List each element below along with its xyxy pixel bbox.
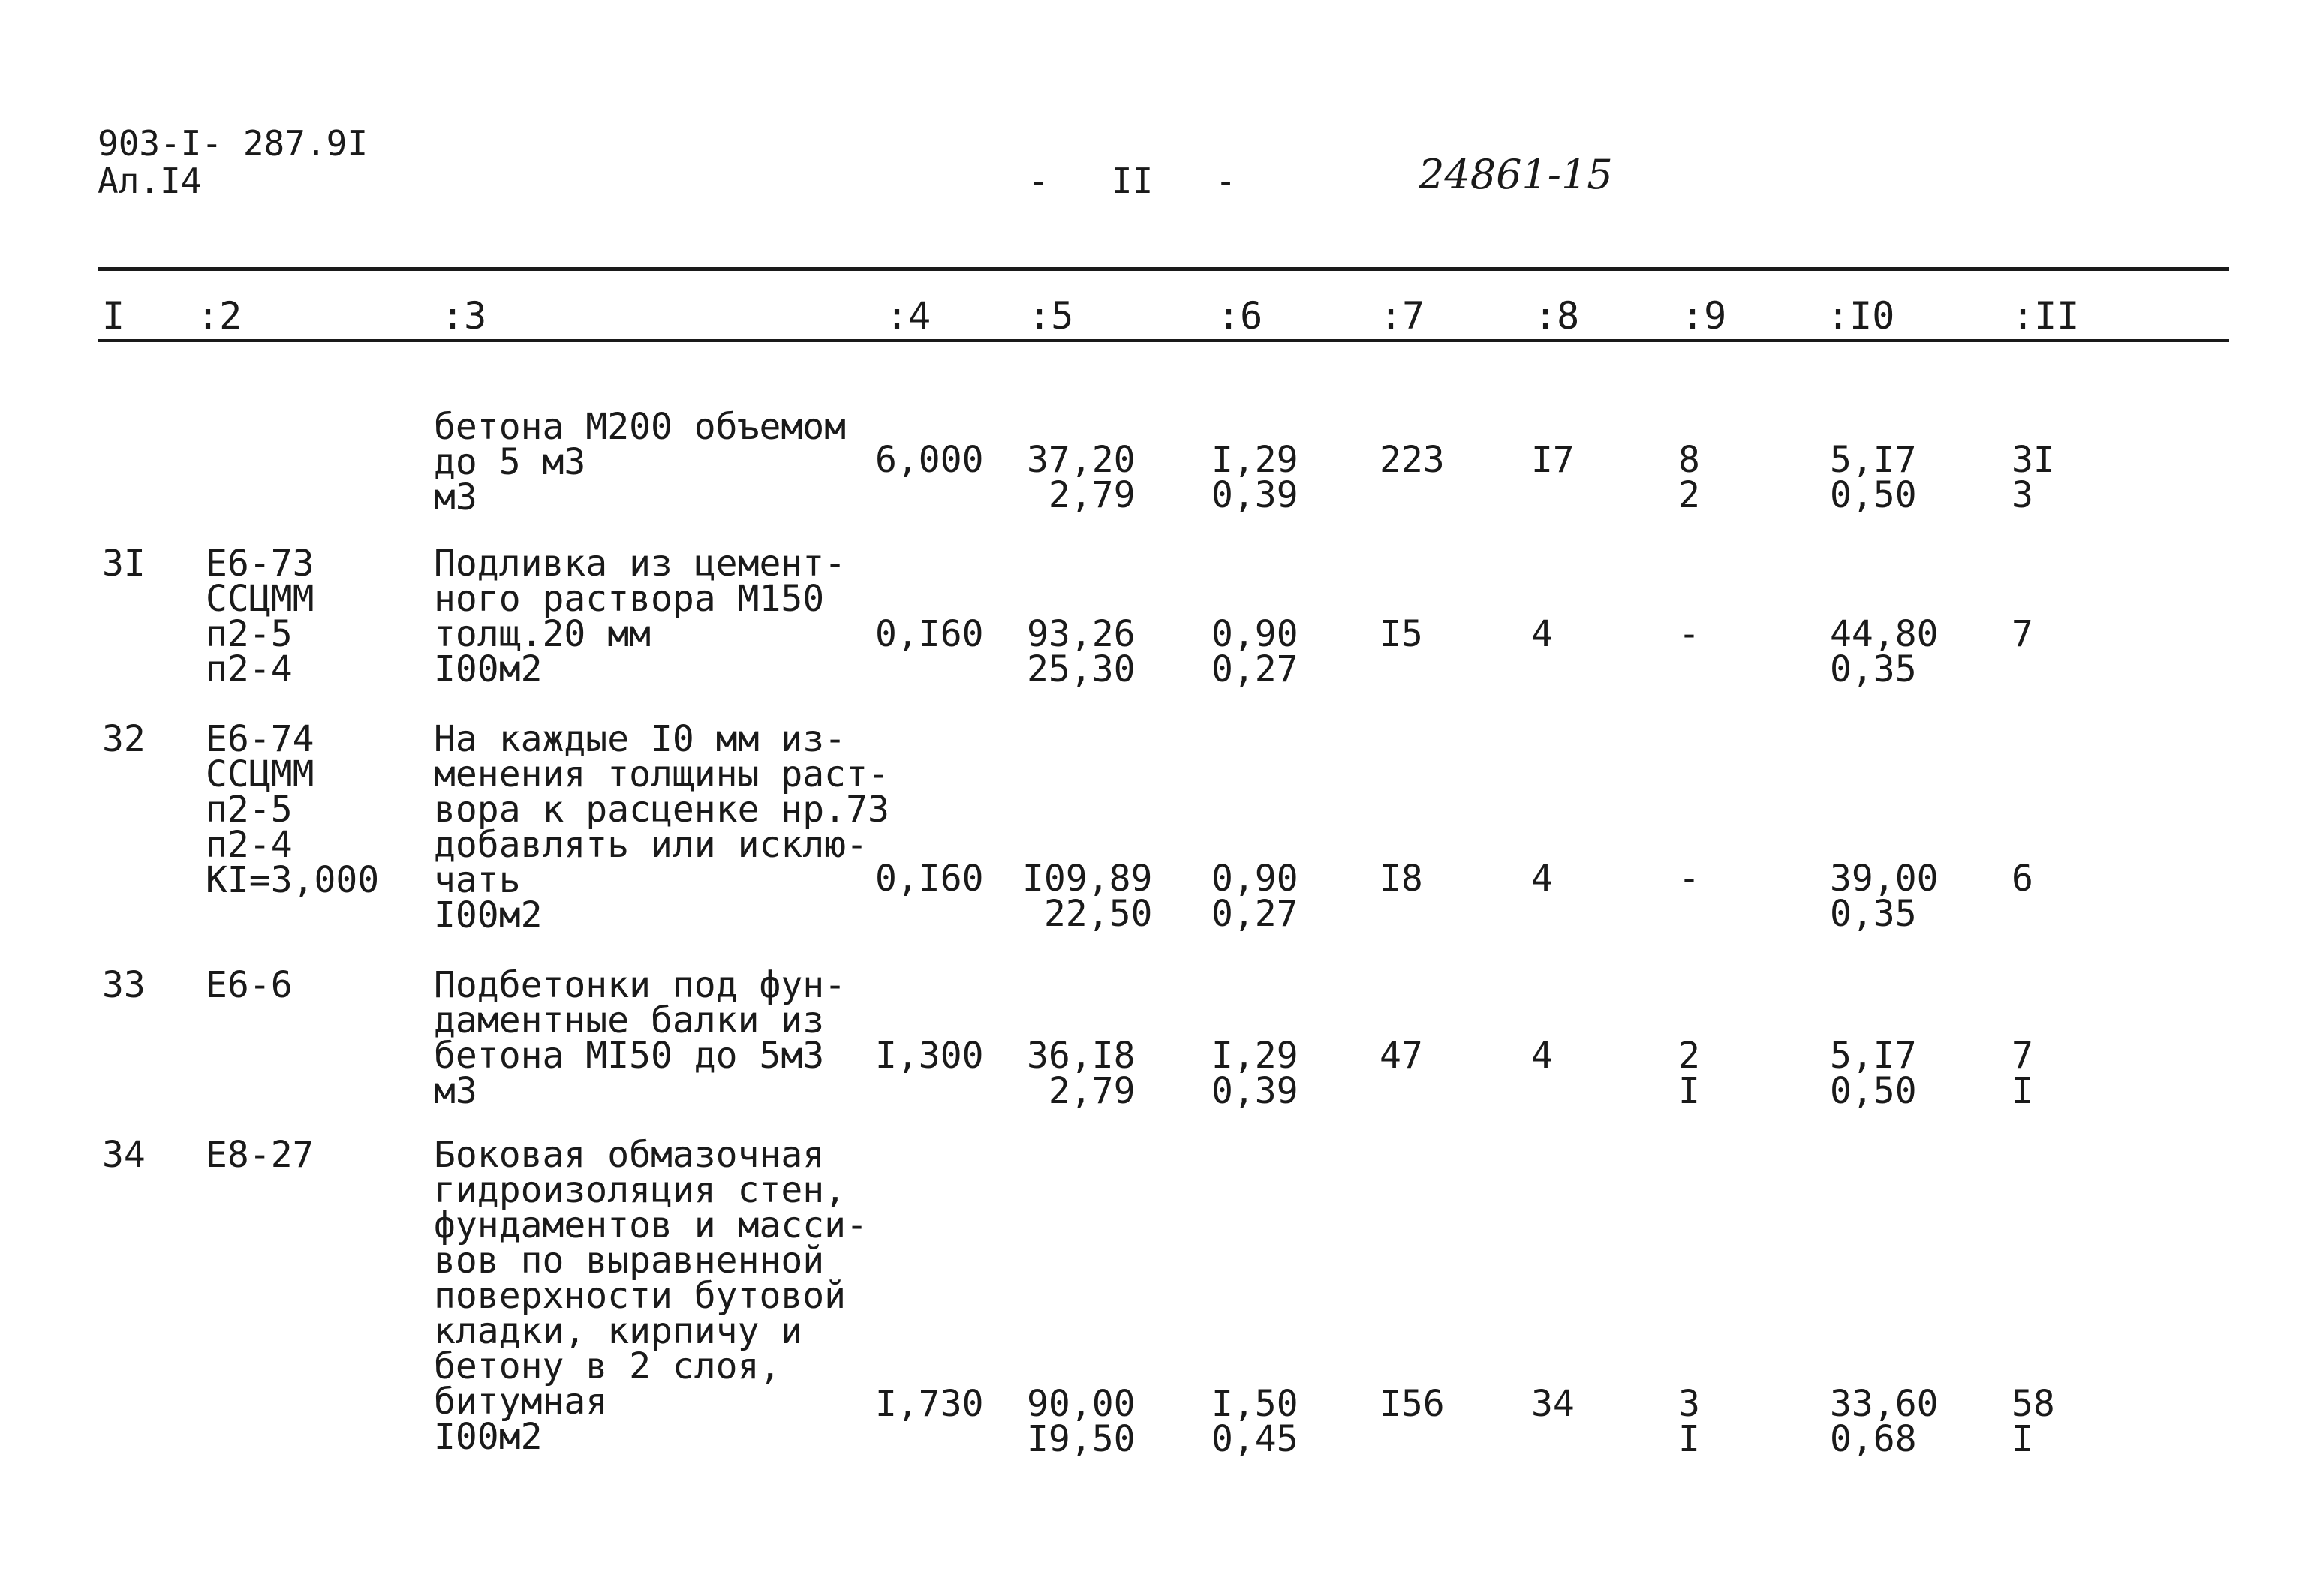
row-col10: 33,60 0,68 <box>1830 1383 1939 1460</box>
column-header: :9 <box>1681 294 1727 338</box>
row-col9: 3 I <box>1678 1383 1700 1460</box>
row-col9: - <box>1678 613 1700 655</box>
row-col5: 93,26 25,30 <box>1027 613 1136 690</box>
column-header: :3 <box>441 294 487 338</box>
row-col11: 58 I <box>2012 1383 2055 1460</box>
row-col10: 5,I7 0,50 <box>1830 439 1917 516</box>
row-description: бетона М200 объемом до 5 м3 м3 <box>434 406 847 518</box>
row-col11: 6 <box>2012 858 2033 900</box>
row-description: Подбетонки под фун- даментные балки из бетона МI50 до 5м3 м3 <box>434 964 847 1112</box>
row-quantity: 0,I60 <box>875 613 984 655</box>
row-col5: I09,89 22,50 <box>1022 858 1153 935</box>
row-col11: 7 <box>2012 613 2033 655</box>
row-col8: 4 <box>1531 613 1553 655</box>
column-header: :I0 <box>1827 294 1895 338</box>
row-col6: I,29 0,39 <box>1211 1035 1298 1112</box>
row-col10: 39,00 0,35 <box>1830 858 1939 935</box>
page-number: - II - <box>1028 161 1236 201</box>
row-col6: 0,90 0,27 <box>1211 858 1298 935</box>
row-col11: 7 I <box>2012 1035 2033 1112</box>
row-col11: 3I 3 <box>2012 439 2055 516</box>
row-col5: 37,20 2,79 <box>1027 439 1136 516</box>
row-col6: I,29 0,39 <box>1211 439 1298 516</box>
row-col7: I5 <box>1380 613 1423 655</box>
document-code: 903-I- 287.9I <box>98 123 369 164</box>
row-quantity: 0,I60 <box>875 858 984 900</box>
row-col6: I,50 0,45 <box>1211 1383 1298 1460</box>
row-description: Подливка из цемент- ного раствора М150 толщ.20 мм I00м2 <box>434 543 847 690</box>
column-header: :II <box>2012 294 2080 338</box>
row-rate-code: Е6-6 <box>206 964 293 1006</box>
table-top-rule <box>98 267 2229 271</box>
row-rate-code: Е6-73 ССЦММ п2-5 п2-4 <box>206 543 314 690</box>
row-col7: 47 <box>1380 1035 1423 1077</box>
row-col8: 4 <box>1531 858 1553 900</box>
row-col10: 44,80 0,35 <box>1830 613 1939 690</box>
row-col5: 36,I8 2,79 <box>1027 1035 1136 1112</box>
row-number: 3I <box>102 543 146 585</box>
row-col8: 4 <box>1531 1035 1553 1077</box>
row-description: На каждые I0 мм из- менения толщины раст- вора к расценке нр.73 добавлять или исклю- чать I00м2 <box>434 718 889 936</box>
row-quantity: I,730 <box>875 1383 984 1425</box>
row-number: 33 <box>102 964 146 1006</box>
row-col10: 5,I7 0,50 <box>1830 1035 1917 1112</box>
row-col7: 223 <box>1380 439 1445 481</box>
row-col6: 0,90 0,27 <box>1211 613 1298 690</box>
row-quantity: 6,000 <box>875 439 984 481</box>
row-quantity: I,300 <box>875 1035 984 1077</box>
album-number: Ал.I4 <box>98 161 202 201</box>
row-col7: I8 <box>1380 858 1423 900</box>
column-header: :4 <box>886 294 931 338</box>
row-number: 34 <box>102 1134 146 1176</box>
column-header: :8 <box>1534 294 1580 338</box>
column-header: :2 <box>197 294 242 338</box>
row-description: Боковая обмазочная гидроизоляция стен, фундаментов и масси- вов по выравненной поверхности бутовой кладки, кирпичу и бетону в 2 слоя, битумная I00м2 <box>434 1134 868 1458</box>
row-number: 32 <box>102 718 146 760</box>
table-header-rule <box>98 339 2229 342</box>
row-col9: 8 2 <box>1678 439 1700 516</box>
column-header: :6 <box>1217 294 1263 338</box>
column-header: :7 <box>1380 294 1425 338</box>
row-col8: 34 <box>1531 1383 1575 1425</box>
row-col5: 90,00 I9,50 <box>1027 1383 1136 1460</box>
row-col9: - <box>1678 858 1700 900</box>
row-col7: I56 <box>1380 1383 1445 1425</box>
row-rate-code: Е6-74 ССЦММ п2-5 п2-4 КI=3,000 <box>206 718 380 901</box>
archive-stamp-number: 24861-15 <box>1419 151 1613 198</box>
row-col9: 2 I <box>1678 1035 1700 1112</box>
row-col8: I7 <box>1531 439 1575 481</box>
column-header: I <box>102 294 125 338</box>
column-header: :5 <box>1028 294 1074 338</box>
row-rate-code: Е8-27 <box>206 1134 314 1176</box>
